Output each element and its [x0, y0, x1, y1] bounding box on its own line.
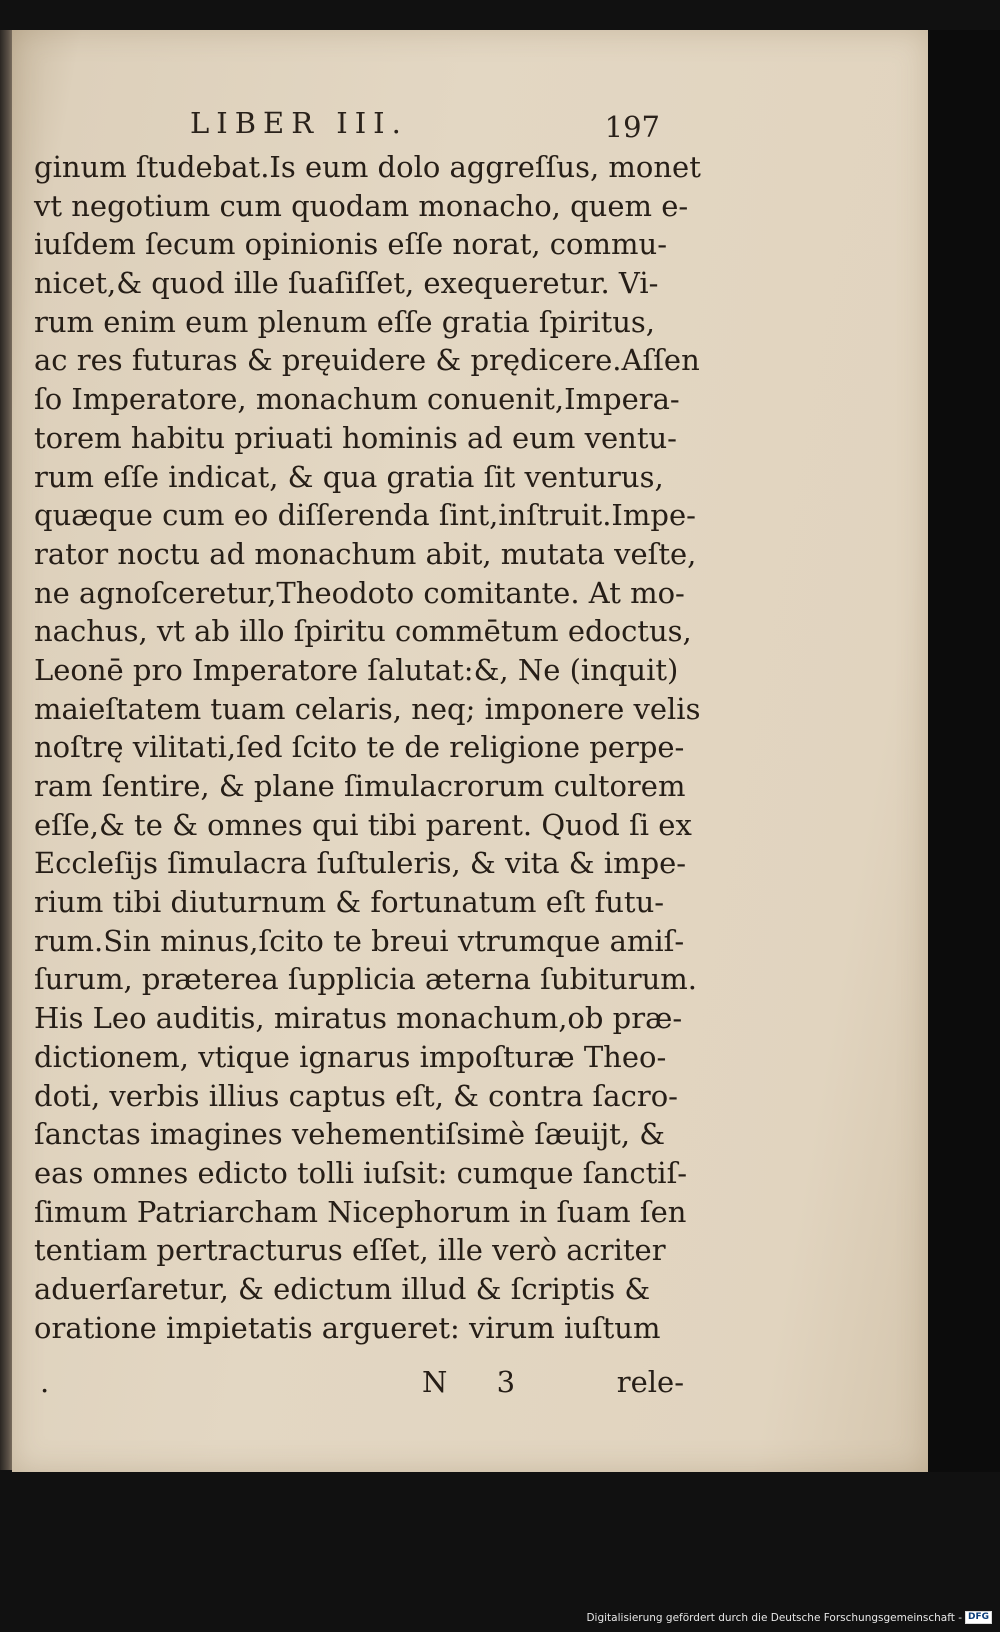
running-head: LIBER III. [190, 106, 408, 140]
body-text [34, 148, 701, 1347]
footer-mark: . [40, 1365, 50, 1399]
text-line: ſanctas imagines vehementiſsimè ſæuijt, & [34, 1117, 666, 1152]
scan-gutter [928, 30, 1000, 1472]
text-line: nicet,& quod ille ſuaſiſſet, exequeretur. Vi- [34, 266, 659, 301]
text-line: ram ſentire, & plane ſimulacrorum cultorem [34, 769, 686, 803]
text-line: ſurum, præterea ſupplicia æterna ſubiturum. [34, 962, 697, 997]
text-line: torem habitu priuati hominis ad eum ventu- [34, 420, 677, 455]
dfg-logo: DFG [965, 1611, 992, 1624]
text-line: vt negotium cum quodam monacho, quem e- [34, 188, 689, 223]
text-line: eſſe,& te & omnes qui tibi parent. Quod ſi ex [34, 807, 692, 842]
text-line: maieſtatem tuam celaris, neq; imponere velis [34, 691, 701, 726]
text-line: ac res futuras & pręuidere & prędicere.Aſſen [34, 343, 700, 378]
text-line: aduerſaretur, & edictum illud & ſcriptis & [34, 1271, 651, 1306]
text-line: His Leo auditis, miratus monachum,ob præ- [34, 1001, 683, 1036]
credit-text: Digitalisierung gefördert durch die Deutsche Forschungsgemeinschaft - [586, 1611, 962, 1624]
signature-mark: N 3 [422, 1365, 536, 1399]
text-line: quæque cum eo diſſerenda ſint,inſtruit.Impe- [34, 498, 696, 533]
text-line: rator noctu ad monachum abit, mutata veſte, [34, 536, 697, 571]
text-line: tentiam pertracturus eſſet, ille verò acriter [34, 1233, 666, 1268]
text-line: ſo Imperatore, monachum conuenit,Impera- [34, 382, 680, 417]
text-line: rum eſſe indicat, & qua gratia ſit venturus, [34, 459, 664, 494]
text-line: dictionem, vtique ignarus impoſturæ Theo- [34, 1039, 667, 1074]
text-line: nachus, vt ab illo ſpiritu commētum edoctus, [34, 614, 692, 649]
text-line: Eccleſijs ſimulacra ſuſtuleris, & vita & impe- [34, 846, 687, 881]
text-line: rum enim eum plenum eſſe gratia ſpiritus, [34, 304, 656, 339]
text-line: Leonē pro Imperatore ſalutat:&, Ne (inquit) [34, 652, 679, 687]
page-number: 197 [604, 110, 660, 144]
text-line: eas omnes edicto tolli iuſsit: cumque ſanctiſ- [34, 1155, 688, 1190]
page-header [190, 106, 660, 146]
text-line: ne agnoſceretur,Theodoto comitante. At mo- [34, 575, 685, 610]
text-line: oratione impietatis argueret: virum iuſtum [34, 1310, 661, 1345]
text-line: ginum ſtudebat.Is eum dolo aggreſſus, monet [34, 150, 701, 184]
text-line: iuſdem ſecum opinionis eſſe norat, commu- [34, 227, 667, 262]
text-line: ſimum Patriarcham Nicephorum in ſuam ſen [34, 1194, 687, 1229]
text-line: rum.Sin minus,ſcito te breui vtrumque amiſ- [34, 923, 685, 958]
digitization-credit [586, 1611, 992, 1624]
page-footer [34, 1365, 684, 1405]
text-line: noſtrę vilitati,ſed ſcito te de religione perpe- [34, 730, 685, 765]
catchword: rele- [616, 1365, 684, 1399]
text-line: doti, verbis illius captus eſt, & contra ſacro- [34, 1078, 678, 1113]
text-line: rium tibi diuturnum & fortunatum eſt futu- [34, 885, 665, 920]
